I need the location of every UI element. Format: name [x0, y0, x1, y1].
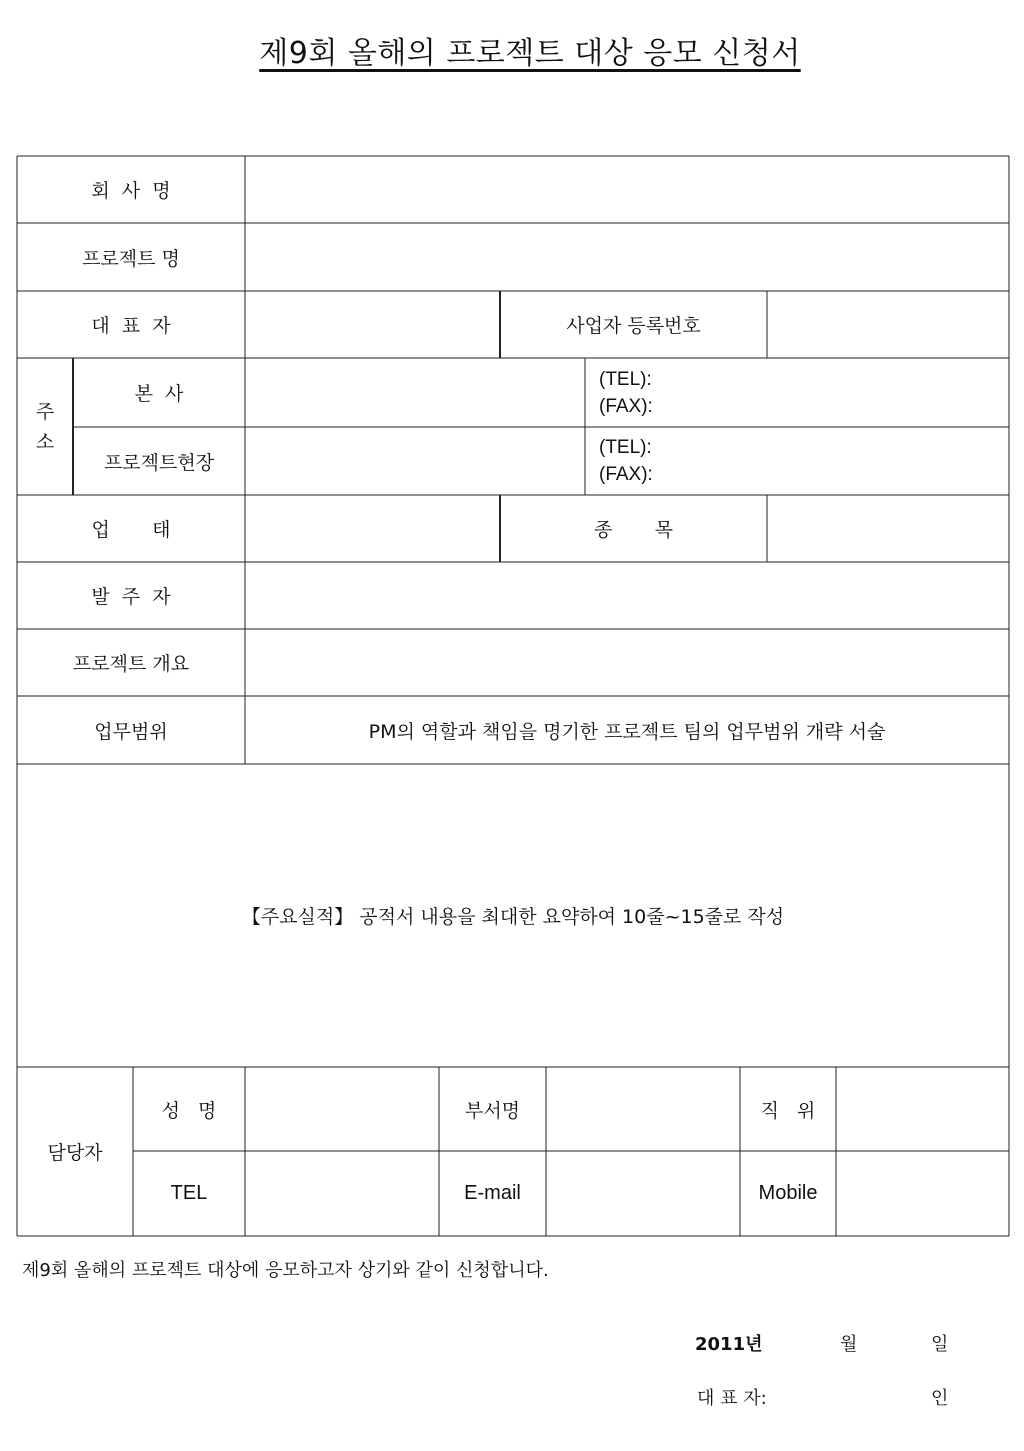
project-overview-label: 프로젝트 개요 — [72, 653, 190, 675]
head-office-address-field[interactable] — [246, 359, 584, 426]
seal-label: 인 — [931, 1388, 949, 1409]
company-name-field[interactable] — [246, 157, 1008, 222]
ceo-label: 대 표 자 — [91, 315, 171, 337]
head-office-label: 본 사 — [134, 383, 184, 405]
business-reg-label: 사업자 등록번호 — [566, 315, 701, 337]
position-field[interactable] — [837, 1068, 1008, 1150]
contact-person-label: 담당자 — [47, 1142, 103, 1164]
project-site-label: 프로젝트현장 — [103, 451, 215, 474]
contact-tel-field[interactable] — [246, 1152, 438, 1235]
date-day: 일 — [931, 1334, 949, 1355]
representative-label: 대 표 자: — [697, 1388, 767, 1409]
client-field[interactable] — [246, 563, 1008, 628]
address-label: 주 소 — [35, 400, 55, 453]
head-office-contact[interactable] — [599, 366, 653, 420]
scope-field[interactable]: PM의 역할과 책임을 명기한 프로젝트 팀의 업무범위 개략 서술 — [368, 720, 886, 743]
page-title: 제9회 올해의 프로젝트 대상 응모 신청서 — [259, 36, 801, 71]
date-year: 2011년 — [695, 1334, 763, 1355]
department-field[interactable] — [547, 1068, 739, 1150]
contact-tel-label: TEL — [170, 1182, 208, 1204]
project-name-label: 프로젝트 명 — [82, 247, 180, 270]
business-item-field[interactable] — [768, 496, 1008, 561]
contact-name-field[interactable] — [246, 1068, 438, 1150]
achievements-field[interactable]: 【주요실적】 공적서 내용을 최대한 요약하여 10줄~15줄로 작성 — [241, 906, 785, 928]
position-label: 직 위 — [760, 1099, 816, 1122]
date-month: 월 — [840, 1334, 858, 1355]
department-label: 부서명 — [464, 1099, 521, 1122]
project-name-field[interactable] — [246, 224, 1008, 290]
project-site-tel-label: (TEL): — [599, 437, 652, 458]
mobile-label: Mobile — [758, 1182, 818, 1204]
business-type-field[interactable] — [246, 496, 499, 561]
email-label: E-mail — [464, 1182, 521, 1204]
project-site-fax-label: (FAX): — [599, 464, 653, 485]
company-name-label: 회 사 명 — [91, 180, 171, 202]
head-office-tel-label: (TEL): — [599, 369, 652, 390]
project-site-address-field[interactable] — [246, 428, 584, 494]
head-office-fax-label: (FAX): — [599, 396, 653, 417]
business-reg-field[interactable] — [768, 292, 1008, 357]
email-field[interactable] — [547, 1152, 739, 1235]
application-statement: 제9회 올해의 프로젝트 대상에 응모하고자 상기와 같이 신청합니다. — [22, 1260, 549, 1281]
business-type-label: 업 태 — [91, 519, 171, 541]
client-label: 발 주 자 — [91, 586, 171, 608]
business-item-label: 종 목 — [594, 519, 673, 541]
contact-name-label: 성 명 — [161, 1099, 217, 1122]
mobile-field[interactable] — [837, 1152, 1008, 1235]
project-overview-field[interactable] — [246, 630, 1008, 695]
scope-label: 업무범위 — [94, 720, 168, 743]
ceo-field[interactable] — [246, 292, 499, 357]
project-site-contact[interactable] — [599, 434, 653, 488]
